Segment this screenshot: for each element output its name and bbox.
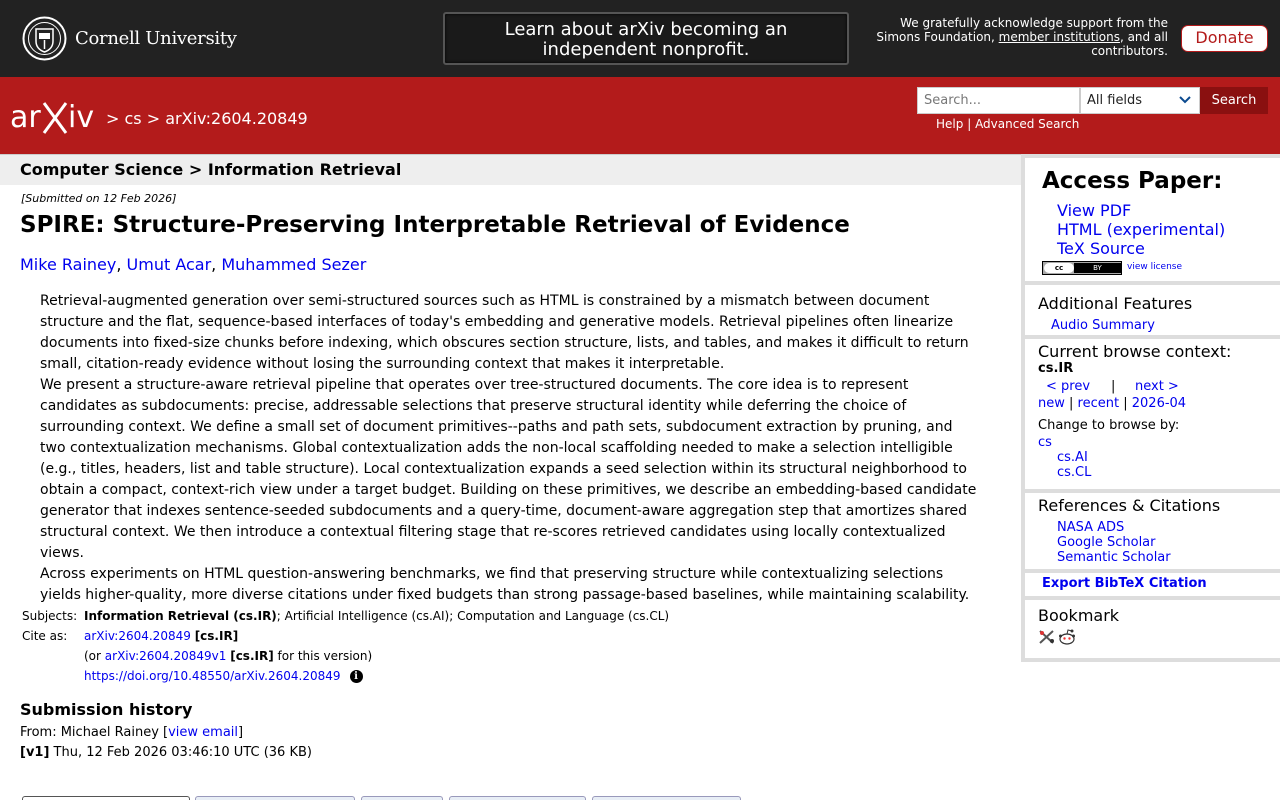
secondary-subjects: ; Artificial Intelligence (cs.AI); Computation and Language (cs.CL): [276, 609, 670, 623]
view-pdf-link[interactable]: View PDF: [1057, 201, 1132, 220]
google-scholar-link[interactable]: Google Scholar: [1057, 535, 1156, 550]
references-heading: References & Citations: [1038, 496, 1221, 515]
bookmark-box: [1025, 600, 1280, 658]
metadata-table: [20, 606, 671, 686]
bottom-tab[interactable]: [592, 796, 741, 800]
arxiv-logo[interactable]: [10, 97, 102, 139]
browse-cs-ai-link[interactable]: cs.AI: [1057, 450, 1088, 465]
breadcrumb: [106, 109, 308, 128]
prev-link[interactable]: < prev: [1046, 379, 1091, 394]
browse-context-box: [1025, 339, 1280, 489]
bottom-tab[interactable]: [195, 796, 355, 800]
chevron-down-icon: [1178, 93, 1192, 107]
breadcrumb-cs-link[interactable]: cs: [124, 109, 142, 128]
cite-version: (or arXiv:2604.20849v1 [cs.IR] for this version): [84, 649, 373, 663]
recent-link[interactable]: recent: [1077, 396, 1120, 411]
bottom-tab[interactable]: [22, 796, 190, 800]
cite-category: [cs.IR]: [194, 629, 239, 643]
version-entry: [20, 745, 312, 760]
subjects-label: Subjects:: [22, 609, 78, 623]
doi-link[interactable]: https://doi.org/10.48550/arXiv.2604.20849: [84, 669, 341, 683]
cornell-seal-icon: [22, 16, 67, 61]
new-link[interactable]: new: [1038, 396, 1065, 411]
view-email-link[interactable]: view email: [168, 725, 239, 740]
reddit-icon[interactable]: [1058, 628, 1076, 646]
additional-features-box: [1025, 285, 1280, 335]
support-line-3: contributors.: [1091, 44, 1168, 58]
abstract-paragraph: We present a structure-aware retrieval pipeline that operates over tree-structured documents. The core idea is to represent candidates as subdocuments: precise, addressable selections that preserve structural identity while deferring the choice of surrounding context. We define a small set of document primitives--paths and path sets, subdocument extraction by pruning, and two contextualization mechanisms. Global contextualization adds the non-local scaffolding needed to make a selection intelligible (e.g., titles, headers, list and table structure). Local contextualization expands a seed selection within its structural neighborhood to obtain a compact, context-rich view under a target budget. Building on these primitives, we describe an embedding-based candidate generator that indexes sentence-seeded subdocuments and a query-time, document-aware aggregation step that amortizes shared structural context. We then introduce a contextual filtering stage that re-scores retrieved candidates using locally contextualized views.: [40, 377, 977, 561]
arxiv-logo-x: [44, 103, 66, 133]
support-acknowledgement: [860, 16, 1168, 58]
browse-context-heading: Current browse context:: [1038, 342, 1232, 361]
cornell-logo[interactable]: [22, 16, 237, 61]
version-date: Thu, 12 Feb 2026 03:46:10 UTC (36 KB): [53, 745, 312, 760]
table-row: [20, 626, 671, 646]
author-link[interactable]: Umut Acar: [126, 255, 212, 274]
breadcrumb-paper-id[interactable]: arXiv:2604.20849: [165, 109, 308, 128]
author-link[interactable]: Muhammed Sezer: [221, 255, 367, 274]
cite-label: Cite as:: [22, 629, 68, 643]
nonprofit-banner-link[interactable]: Learn about arXiv becoming an independent nonprofit.: [443, 12, 849, 65]
search-field-select[interactable]: [1080, 87, 1200, 114]
donate-button[interactable]: Donate: [1181, 25, 1268, 52]
next-link[interactable]: next >: [1135, 379, 1179, 394]
svg-text:iv: iv: [68, 100, 95, 135]
search-input[interactable]: Search...: [917, 87, 1080, 114]
member-institutions-link[interactable]: member institutions: [998, 30, 1120, 44]
semantic-scholar-link[interactable]: Semantic Scholar: [1057, 550, 1171, 565]
cite-category: [cs.IR]: [230, 649, 274, 663]
abstract-paragraph: Retrieval-augmented generation over semi-structured sources such as HTML is constrained by a mismatch between document structure and the flat, sequence-based interfaces of today's embedding and generative models. Retrieval pipelines often linearize documents into fixed-size chunks before indexing, which obscures section structure, lists, and tables, and makes it difficult to return small, citation-ready evidence without losing the surrounding context that makes it interpretable.: [40, 293, 969, 372]
browse-cs-cl-link[interactable]: cs.CL: [1057, 465, 1092, 480]
html-experimental-link[interactable]: HTML (experimental): [1057, 220, 1226, 239]
additional-features-heading: Additional Features: [1038, 294, 1193, 313]
author-link[interactable]: Mike Rainey: [20, 255, 117, 274]
breadcrumb-separator: >: [146, 109, 161, 128]
cite-id-link[interactable]: arXiv:2604.20849: [84, 629, 191, 643]
month-link[interactable]: 2026-04: [1131, 396, 1187, 411]
submission-from: From: Michael Rainey [view email]: [20, 725, 244, 740]
bookmark-heading: Bookmark: [1038, 606, 1120, 625]
abstract-paragraph: Across experiments on HTML question-answering benchmarks, we find that preserving structure while contextualizing selections yields higher-quality, more diverse citations under fixed budgets than strong passage-based baselines, while maintaining scalability.: [40, 566, 970, 603]
search-field-value: All fields: [1087, 93, 1143, 108]
support-line-1: We gratefully acknowledge support from the: [900, 16, 1168, 30]
search-button[interactable]: Search: [1200, 87, 1268, 114]
submission-history-heading: Submission history: [20, 700, 193, 719]
cc-by-license-icon[interactable]: cc BY: [1042, 261, 1122, 275]
table-row: [20, 646, 671, 666]
view-license-link[interactable]: view license: [1127, 262, 1183, 272]
breadcrumb-separator: >: [106, 109, 120, 128]
link-separator: |: [967, 117, 972, 131]
cite-v1-link[interactable]: arXiv:2604.20849v1: [104, 649, 227, 663]
export-bibtex-link[interactable]: Export BibTeX Citation: [1042, 576, 1207, 591]
info-icon[interactable]: i: [350, 670, 363, 683]
references-box: [1025, 493, 1280, 569]
table-row: [20, 606, 671, 626]
export-box: [1025, 573, 1280, 596]
help-link[interactable]: Help: [936, 117, 964, 131]
nasa-ads-link[interactable]: NASA ADS: [1057, 520, 1125, 535]
cite-value: [82, 626, 671, 646]
advanced-search-link[interactable]: Advanced Search: [975, 117, 1080, 131]
category-header: Computer Science > Information Retrieval: [0, 154, 1021, 185]
search-help-links: [936, 117, 1079, 131]
bottom-tab[interactable]: [449, 796, 586, 800]
extra-services-sidebar: [1021, 154, 1280, 662]
cornell-wordmark: Cornell University: [75, 28, 237, 49]
bottom-tab[interactable]: [361, 796, 443, 800]
version-tag[interactable]: [v1]: [20, 745, 50, 760]
doi-row: [82, 666, 671, 686]
abstract: [40, 291, 982, 606]
support-line-2a: Simons Foundation,: [876, 30, 999, 44]
browse-cs-link[interactable]: cs: [1038, 435, 1052, 450]
access-paper-box: [1025, 158, 1280, 281]
table-row: [20, 666, 671, 686]
author-list: Mike Rainey, Umut Acar, Muhammed Sezer: [20, 255, 367, 274]
audio-summary-link[interactable]: Audio Summary: [1051, 318, 1155, 333]
primary-subject: Information Retrieval (cs.IR): [84, 609, 277, 623]
submission-date: [Submitted on 12 Feb 2026]: [21, 192, 177, 205]
browse-time-links: new | recent | 2026-04: [1038, 396, 1187, 411]
browse-context-value: cs.IR: [1038, 361, 1074, 376]
subjects-value: [82, 606, 671, 626]
bibsonomy-icon[interactable]: [1038, 629, 1056, 645]
support-line-2b: , and all: [1119, 30, 1168, 44]
nav-separator: |: [1111, 379, 1116, 394]
arxiv-logo-text: ar: [10, 100, 41, 135]
institution-bar: [0, 0, 1280, 77]
paper-title: SPIRE: Structure-Preserving Interpretable Retrieval of Evidence: [20, 212, 850, 238]
change-browse-label: Change to browse by:: [1038, 418, 1180, 433]
tex-source-link[interactable]: TeX Source: [1057, 239, 1145, 258]
access-paper-heading: Access Paper:: [1042, 168, 1223, 194]
